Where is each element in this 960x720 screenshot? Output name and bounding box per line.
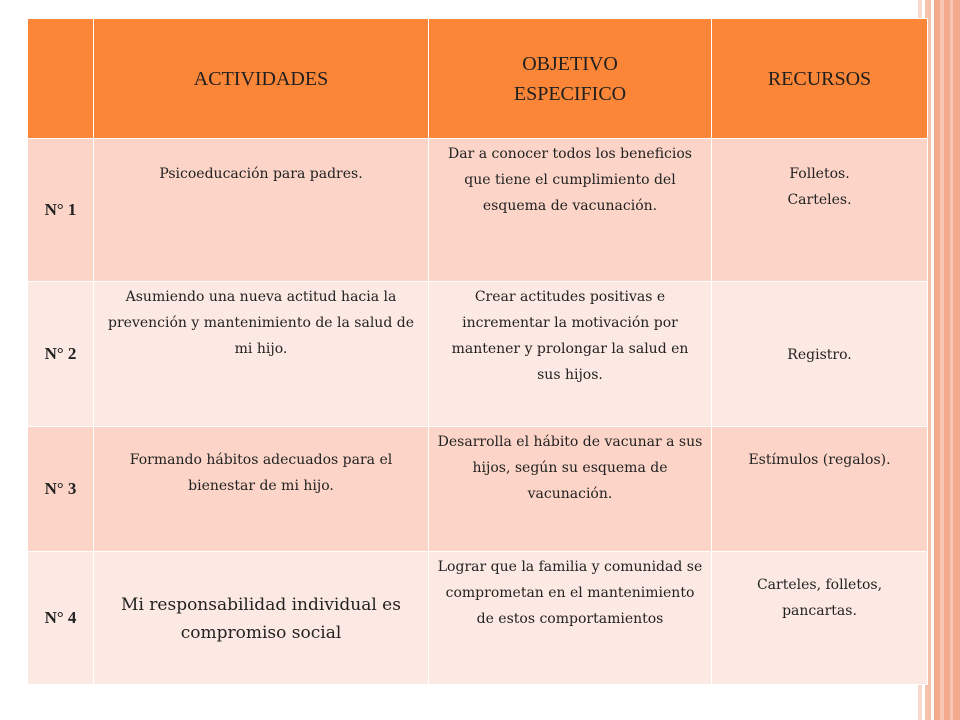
recursos-cell bbox=[712, 139, 928, 282]
objetivo-text: Desarrolla el hábito de vacunar a sus hijos, según su esquema de vacunación. bbox=[437, 434, 703, 502]
decor-stripe bbox=[940, 0, 944, 720]
objetivo-cell bbox=[429, 139, 712, 282]
table-row bbox=[28, 282, 928, 427]
decor-stripe bbox=[934, 0, 960, 720]
table-row bbox=[28, 552, 928, 685]
header-objetivo-label: OBJETIVO ESPECIFICO bbox=[513, 52, 627, 105]
header-empty-cell bbox=[28, 19, 94, 139]
actividad-text: Asumiendo una nueva actitud hacia la prevención y mantenimiento de la salud de mi hijo. bbox=[108, 289, 414, 357]
actividad-cell bbox=[94, 552, 429, 685]
recursos-cell bbox=[712, 552, 928, 685]
objetivo-text: Lograr que la familia y comunidad se comprometan en el mantenimiento de estos comportamientos bbox=[437, 559, 703, 627]
row-number: N° 4 bbox=[28, 552, 94, 685]
recursos-cell bbox=[712, 282, 928, 427]
actividad-cell bbox=[94, 139, 429, 282]
recursos-cell bbox=[712, 427, 928, 552]
header-objetivo bbox=[429, 19, 712, 139]
recurso-text: Carteles. bbox=[787, 192, 852, 208]
recurso-text: Estímulos (regalos). bbox=[748, 452, 891, 468]
recurso-text: Registro. bbox=[787, 347, 852, 363]
objetivo-text: Crear actitudes positivas e incrementar la motivación por mantener y prolongar la salud en sus hijos. bbox=[451, 289, 689, 383]
objetivo-text: Dar a conocer todos los beneficios que tiene el cumplimiento del esquema de vacunación. bbox=[448, 146, 692, 214]
row-number: N° 3 bbox=[28, 427, 94, 552]
recurso-text: Carteles, folletos, pancartas. bbox=[756, 577, 883, 619]
actividad-text: Psicoeducación para padres. bbox=[159, 166, 363, 182]
actividad-cell bbox=[94, 282, 429, 427]
actividad-cell bbox=[94, 427, 429, 552]
activities-table bbox=[27, 18, 928, 685]
table-header-row bbox=[28, 19, 928, 139]
objetivo-cell bbox=[429, 427, 712, 552]
actividad-text: Mi responsabilidad individual es compromiso social bbox=[121, 595, 401, 643]
header-recursos: RECURSOS bbox=[712, 19, 928, 139]
decor-stripe bbox=[950, 0, 953, 720]
recurso-text: Folletos. bbox=[789, 166, 850, 182]
objetivo-cell bbox=[429, 552, 712, 685]
header-actividades: ACTIVIDADES bbox=[94, 19, 429, 139]
table-row bbox=[28, 139, 928, 282]
actividad-text: Formando hábitos adecuados para el bienestar de mi hijo. bbox=[129, 452, 393, 494]
table-row bbox=[28, 427, 928, 552]
row-number: N° 1 bbox=[28, 139, 94, 282]
objetivo-cell bbox=[429, 282, 712, 427]
row-number: N° 2 bbox=[28, 282, 94, 427]
